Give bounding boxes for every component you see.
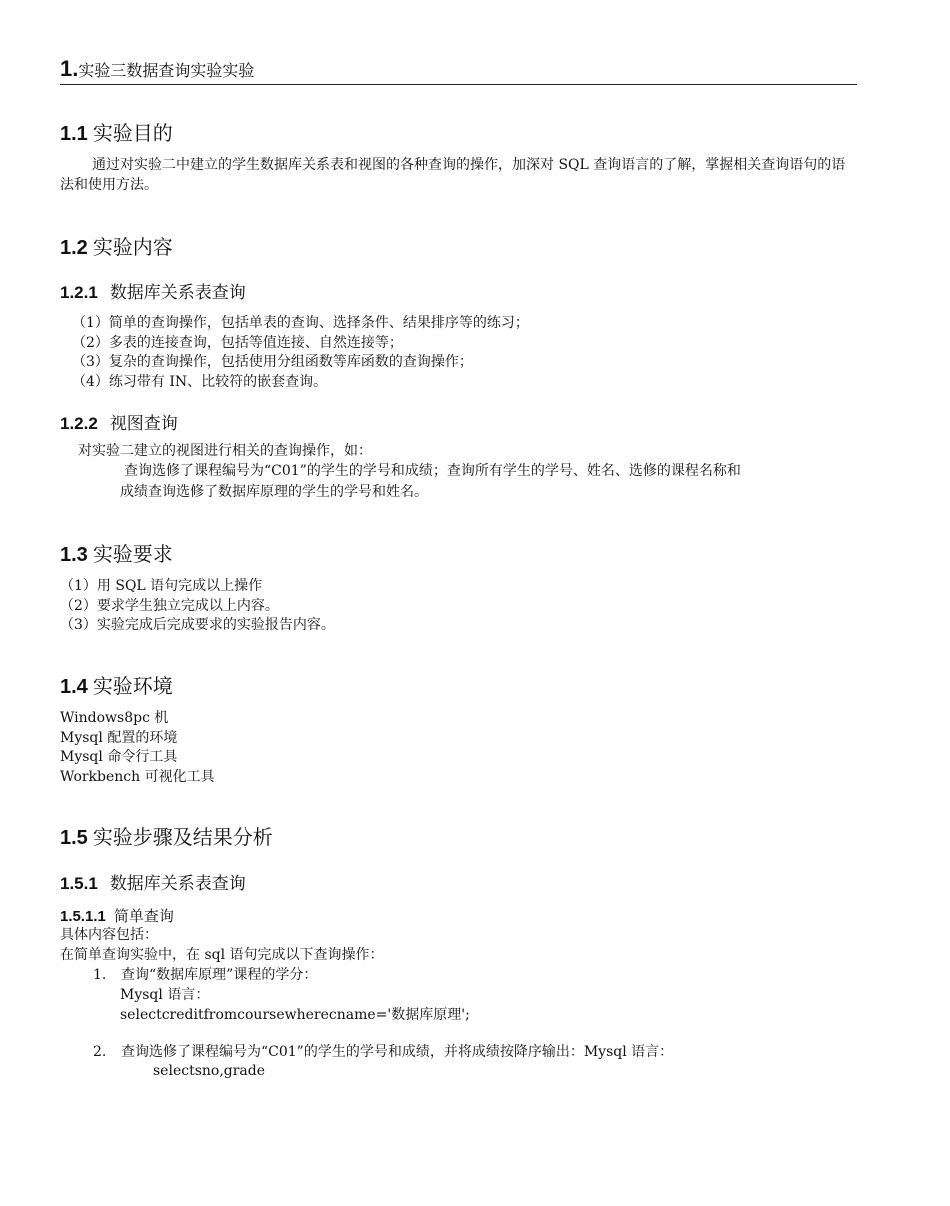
subsection-heading-1-2-2 [60,409,178,434]
subsubsection-number: 1.5.1.1 [60,908,106,925]
list-item: Windows8pc 机 [60,710,169,726]
list-item: Mysql 命令行工具 [60,749,178,765]
environment-list [60,709,215,787]
list-item: （1）用 SQL 语句完成以上操作 [60,578,263,594]
subsubsection-title: 简单查询 [113,907,174,925]
list-item: （3）实验完成后完成要求的实验报告内容。 [60,617,335,633]
list-item: Mysql 配置的环境 [60,729,178,746]
view-detail-line-2: 成绩查询选修了数据库原理的学生的学号和姓名。 [120,484,428,500]
chapter-heading [60,56,857,85]
view-intro: 对实验二建立的视图进行相关的查询操作，如： [78,443,372,459]
query-text: 查询“数据库原理”课程的学分： [121,967,318,983]
section-number: 1.2 [60,237,88,259]
subsection-heading-1-2-1 [60,278,246,303]
chapter-number: 1. [60,56,79,81]
list-item: Workbench 可视化工具 [60,768,215,785]
section-heading-1-3 [60,538,173,567]
chapter-title: 实验三数据查询实验实验 [78,63,255,80]
section-number: 1.5 [60,827,88,849]
simple-query-desc: 在简单查询实验中，在 sql 语句完成以下查询操作： [60,947,384,963]
section-title: 实验内容 [92,235,173,259]
subsection-number: 1.5.1 [60,874,98,893]
subsection-number: 1.2.2 [60,414,98,433]
query-item-2 [93,1043,673,1063]
section-heading-1-5 [60,821,273,850]
section-number: 1.4 [60,676,88,698]
subsection-title: 数据库关系表查询 [109,283,246,303]
query-2-sql: selectsno,grade [153,1063,266,1079]
list-number: 1. [93,967,107,983]
content-list [72,314,529,392]
query-1-lang: Mysql 语言： [120,987,210,1003]
list-item: （2）要求学生独立完成以上内容。 [60,597,279,614]
query-text: 查询选修了课程编号为“C01”的学生的学号和成绩，并将成绩按降序输出：Mysql 语言： [121,1044,674,1060]
section-number: 1.3 [60,544,88,566]
subsection-number: 1.2.1 [60,283,98,302]
list-item: （3）复杂的查询操作，包括使用分组函数等库函数的查询操作； [72,354,473,370]
section-number: 1.1 [60,123,88,145]
subsubsection-heading-1-5-1-1 [60,905,174,926]
view-detail-line-1: 查询选修了课程编号为“C01”的学生的学号和成绩；查询所有学生的学号、姓名、选修的课程名称和 [124,463,741,479]
section-heading-1-2 [60,231,173,260]
subsection-heading-1-5-1 [60,869,246,894]
objective-paragraph: 通过对实验二中建立的学生数据库关系表和视图的各种查询的操作，加深对 SQL 查询语言的了解，掌握相关查询语句的语法和使用方法。 [60,157,846,193]
section-heading-1-1 [60,117,173,146]
simple-query-intro: 具体内容包括： [60,927,158,943]
list-item: （1）简单的查询操作，包括单表的查询、选择条件、结果排序等的练习； [72,315,529,331]
list-item: （2）多表的连接查询，包括等值连接、自然连接等； [72,334,403,351]
section-title: 实验目的 [92,121,173,145]
section-heading-1-4 [60,670,173,699]
requirements-list [60,577,335,636]
query-1-sql: selectcreditfromcoursewherecname='数据库原理'; [120,1007,470,1023]
section-title: 实验要求 [92,542,173,566]
list-number: 2. [93,1044,107,1060]
query-item-1 [93,966,317,986]
section-title: 实验步骤及结果分析 [92,825,273,849]
subsection-title: 视图查询 [109,414,178,434]
list-item: （4）练习带有 IN、比较符的嵌套查询。 [72,373,328,390]
section-title: 实验环境 [92,674,173,698]
subsection-title: 数据库关系表查询 [109,874,246,894]
